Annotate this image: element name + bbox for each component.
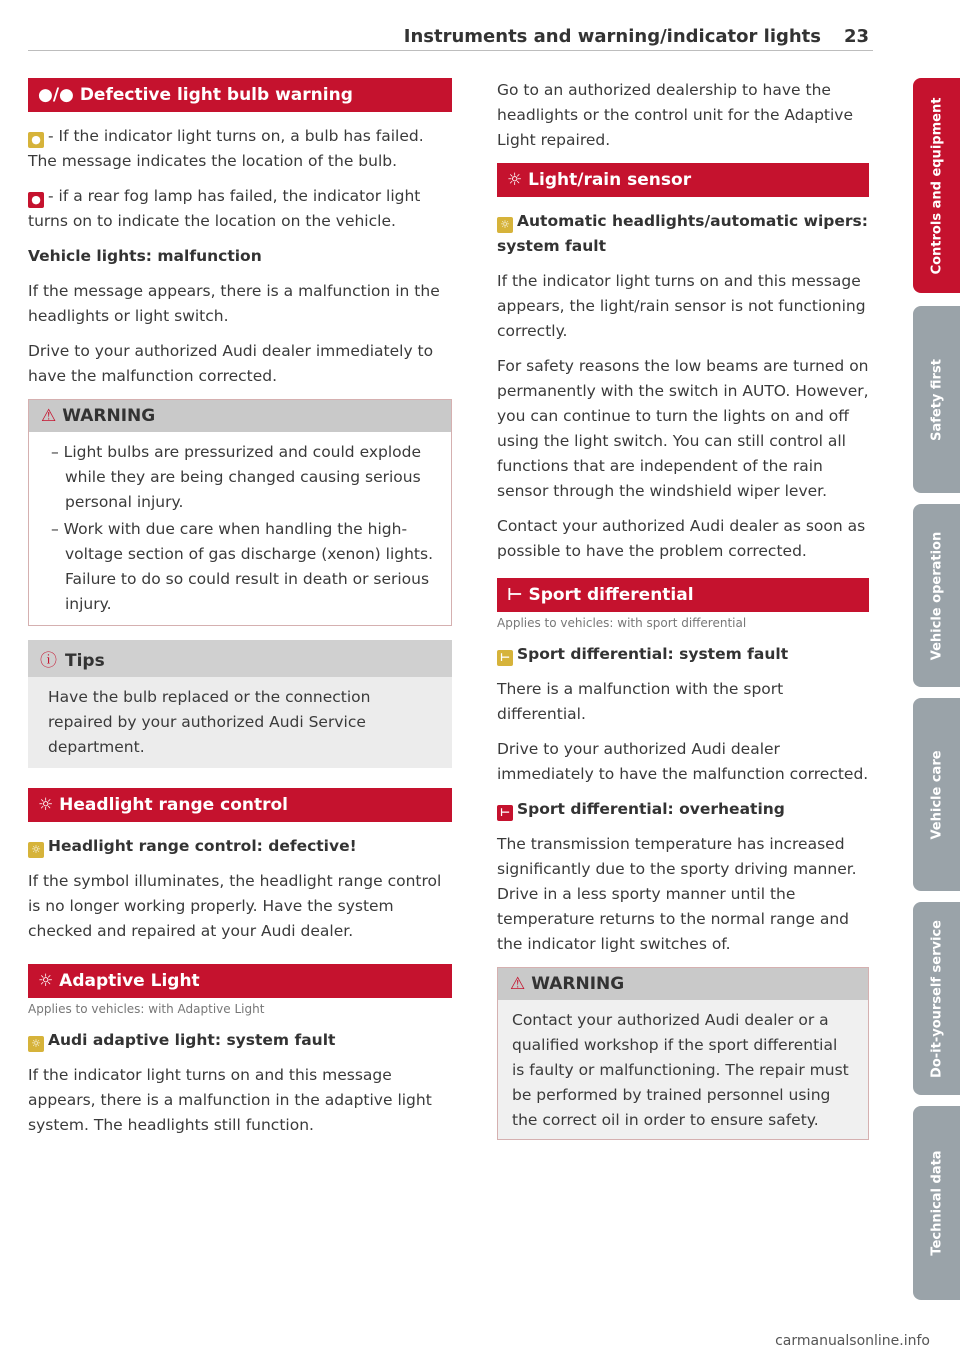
subheading: ☼ Audi adaptive light: system fault [28,1028,452,1053]
sport-differential-icon: ⊢ [507,585,523,605]
page-number: 23 [843,26,869,47]
applies-note: Applies to vehicles: with sport differential [497,616,747,630]
section-heading-defective-bulb [28,78,452,112]
sport-differential-fault-icon: ⊢ [497,650,513,666]
tips-text: Have the bulb replaced or the connection repaired by your authorized Audi Service department. [48,688,371,756]
subheading: ☼ Headlight range control: defective! [28,834,452,859]
fog-lamp-icon: ● [28,192,44,208]
paragraph: For safety reasons the low beams are turned on permanently with the switch in AUTO. However, you can continue to turn the lights on and off using the light switch. You can still control all functions that are independent of the rain sensor through the windshield wiper lever. [497,357,869,500]
headlight-range-icon: ☼ [38,795,54,815]
warning-header: ⚠ WARNING [29,400,451,432]
page-header-title: Instruments and warning/indicator lights [403,26,821,47]
warning-list [43,440,437,617]
section-heading-light-rain-sensor: ☼ Light/rain sensor [497,163,869,197]
paragraph: Drive to your authorized Audi dealer immediately to have the malfunction corrected. [497,740,869,783]
paragraph: There is a malfunction with the sport differential. [497,680,784,723]
paragraph: Drive to your authorized Audi dealer immediately to have the malfunction corrected. [28,342,434,385]
subheading: ⊢ Sport differential: system fault [497,642,869,667]
page-header [28,22,873,48]
warning-text: Contact your authorized Audi dealer or a qualified workshop if the sport differential is faulty or malfunctioning. The repair must be performed by trained personnel using the correct oil in order to ensure safety. [512,1011,849,1129]
tips-box [28,640,452,768]
tab-technical-data[interactable]: Technical data [913,1106,960,1300]
paragraph: Contact your authorized Audi dealer as soon as possible to have the problem corrected. [497,517,866,560]
tips-header: ⓘ Tips [28,640,452,677]
left-column [28,78,452,1148]
subheading: Vehicle lights: malfunction [28,247,262,265]
warning-header: ⚠ WARNING [498,968,868,1000]
rain-sensor-icon: ☼ [507,170,523,190]
section-heading-sport-differential: ⊢ Sport differential [497,578,869,612]
rain-sensor-warning-icon: ☼ [497,217,513,233]
applies-note: Applies to vehicles: with Adaptive Light [28,1002,265,1016]
section-title: Defective light bulb warning [79,85,353,105]
section-heading-adaptive-light: ☼ Adaptive Light [28,964,452,998]
warning-item: – Light bulbs are pressurized and could explode while they are being changed causing serious personal injury. [51,443,422,511]
warning-triangle-icon: ⚠ [41,406,57,426]
paragraph: ● - if a rear fog lamp has failed, the indicator light turns on to indicate the location on the vehicle. [28,187,421,230]
adaptive-light-warning-icon: ☼ [28,1036,44,1052]
warning-box [497,967,869,1140]
tab-safety-first[interactable]: Safety first [913,306,960,493]
paragraph: ● - If the indicator light turns on, a bulb has failed. The message indicates the location of the bulb. [28,127,424,170]
warning-box [28,399,452,626]
info-icon: ⓘ [40,651,57,671]
paragraph: If the message appears, there is a malfunction in the headlights or light switch. [28,282,440,325]
paragraph: If the indicator light turns on and this message appears, there is a malfunction in the adaptive light system. The headlights still function. [28,1066,432,1134]
warning-triangle-icon: ⚠ [510,974,526,994]
adaptive-light-icon: ☼ [38,971,54,991]
bulb-icon: ●/● [38,85,74,105]
tab-vehicle-care[interactable]: Vehicle care [913,698,960,891]
right-column [497,78,869,1154]
tab-do-it-yourself-service[interactable]: Do-it-yourself service [913,902,960,1095]
watermark: carmanualsonline.info [775,1333,930,1349]
warning-item: – Work with due care when handling the high-voltage section of gas discharge (xenon) lights. Failure to do so could result in death or serious injury. [51,520,434,613]
tab-vehicle-operation[interactable]: Vehicle operation [913,504,960,687]
subheading: ☼ Automatic headlights/automatic wipers: system fault [497,212,868,255]
paragraph: If the indicator light turns on and this message appears, the light/rain sensor is not functioning correctly. [497,272,866,340]
paragraph: If the symbol illuminates, the headlight range control is no longer working properly. Have the system checked and repaired at your Audi dealer. [28,872,442,940]
paragraph: Go to an authorized dealership to have the headlights or the control unit for the Adaptive Light repaired. [497,81,854,149]
section-heading-headlight-range: ☼ Headlight range control [28,788,452,822]
sport-differential-overheat-icon: ⊢ [497,805,513,821]
header-rule [28,50,873,51]
paragraph: The transmission temperature has increased significantly due to the sporty driving manner. Drive in a less sporty manner until the temperature returns to the normal range and the indicator light switches of. [497,835,857,953]
bulb-warning-icon: ● [28,132,44,148]
tab-controls-and-equipment[interactable]: Controls and equipment [913,78,960,293]
subheading: ⊢ Sport differential: overheating [497,797,869,822]
headlight-range-warning-icon: ☼ [28,842,44,858]
